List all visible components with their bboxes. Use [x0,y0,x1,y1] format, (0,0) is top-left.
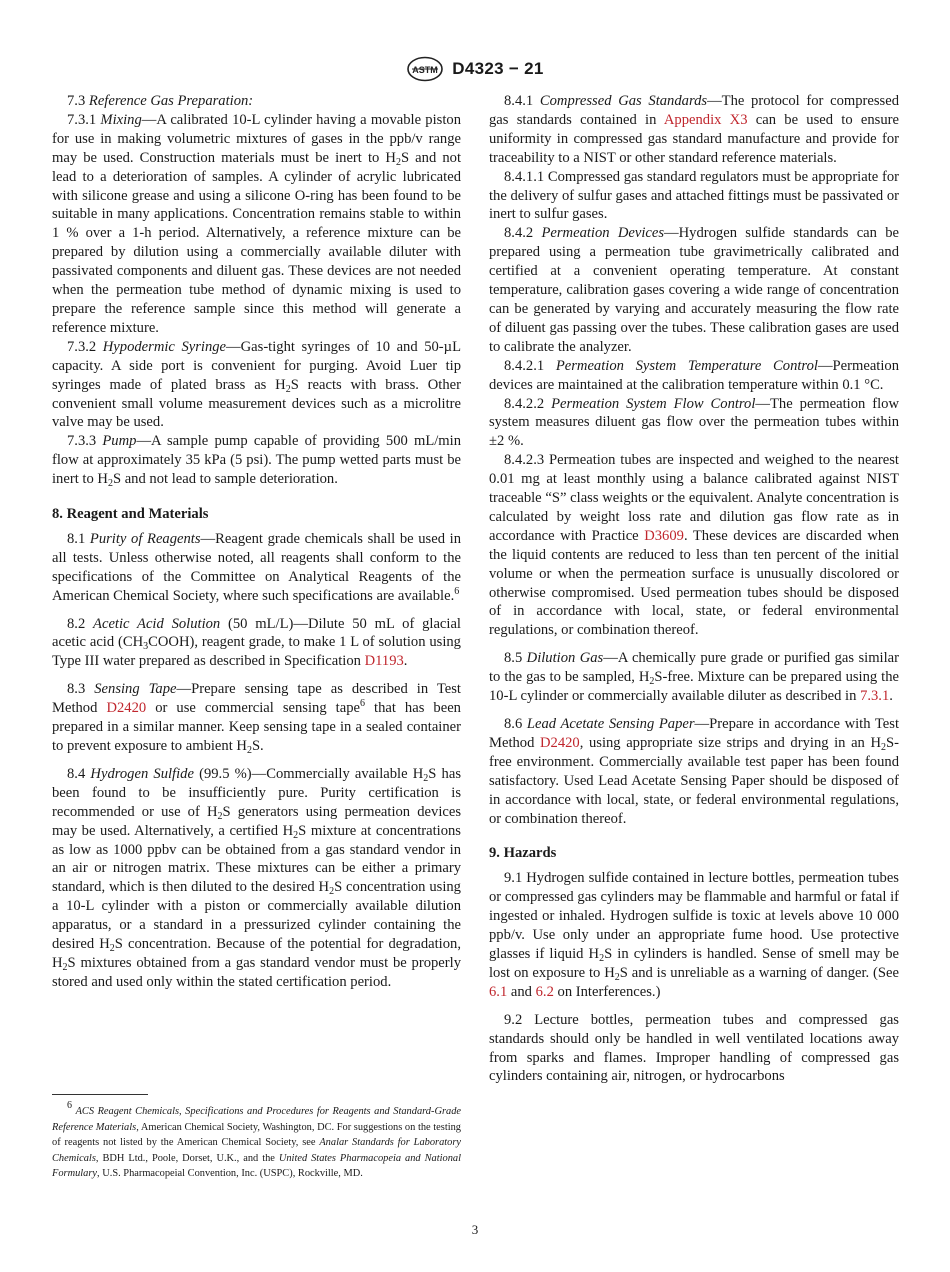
section-7-3-3: 7.3.3 Pump—A sample pump capable of providing 500 mL/min flow at approximately 35 kPa (5 psi). The pump wetted parts must be inert to $H_2S$ and not lead to sample deterioration. [52,433,461,490]
section-8-4-2-2: 8.4.2.2 Permeation System Flow Control—The permeation flow system measures diluent gas flow over the permeation tubes within ±2 %. [489,395,899,450]
section-8-6: 8.6 Lead Acetate Sensing Paper—Prepare in accordance with Test Method D2420, using appropriate size strips and drying in an $H_2S$-free environment. Commercially available test paper has been found satisfactory. Used Lead Acetate Sensing Paper should be disposed of in accordance with local, state, or federal environmental regulations, or combination thereof. [489,716,899,827]
section-7-3-2: 7.3.2 Hypodermic Syringe—Gas-tight syringes of 10 and 50-µL capacity. A side port is convenient for purging. Avoid Luer tip syringes made of plated brass as $H_2S$ reacts with brass. Other convenient small volume measurement devices such as a microlitre valve may be used. [52,338,461,431]
section-7-3-1: 7.3.1 Mixing—A calibrated 10-L cylinder having a movable piston for use in making volumetric mixtures of gases in the ppb/v range may be used. Construction materials must be inert to $H_2S$ and not lead to a deterioration of samples. A cylinder of acrylic lubricated with silicone grease and using a silicone O-ring has been found to be suitable in many applications. Concentration remains stable to within 1 % over a 1-h period. Alternatively, a reference mixture can be prepared by dilution using a commercially available diluter with passivated components and diluent gas. These devices are not needed when the permeation tube method of dynamic mixing is used to prepare the reference sample since this method will generate a reference mixture. [52,111,462,336]
document-id: D4323 − 21 [452,59,544,78]
section-8-1: 8.1 Purity of Reagents—Reagent grade chemicals shall be used in all tests. Unless otherwise noted, all reagents shall conform to the specifications of the Committee on Analytical Reagents of the American Chemical Society, where such specifications are available.$^6$ [52,530,462,604]
section-8-4-2-1: 8.4.2.1 Permeation System Temperature Control—Permeation devices are maintained at the calibration temperature within 0.1 °C. [489,357,899,393]
astm-logo-icon [406,56,444,82]
heading-section-9: 9. Hazards [489,845,557,862]
link-d2420[interactable]: D2420 [540,734,580,751]
section-8-2: 8.2 Acetic Acid Solution (50 mL/L)—Dilute 50 mL of glacial acetic acid $(CH_3COOH)$, reagent grade, to make 1 L of solution using Type III water prepared as described in Specification D1193. [52,615,461,670]
page-header [0,56,950,82]
section-8-4-1: 8.4.1 Compressed Gas Standards—The protocol for compressed gas standards contained in Appendix X3 can be used to ensure uniformity in compressed gas standard manufacture and provide for traceability to a NIST or other standard reference materials. [489,93,899,166]
section-8-4-2-3: 8.4.2.3 Permeation tubes are inspected and weighed to the nearest 0.01 mg at least monthly using a balance calibrated against NIST traceable “S” class weights or the equivalent. Analyte concentration is calculated by weight loss rate and dilution gas flow rate as in accordance with Practice D3609. These devices are discarded when the liquid contents are reduced to less than ten percent of the initial volume or when the permeation surface is unusually discolored or otherwise compromised. Used permeation tubes should be disposed of in accordance with local, state, or federal environmental regulations, or combination thereof. [489,452,899,639]
svg-text:ASTM: ASTM [412,65,439,75]
left-column [52,92,461,992]
link-d1193[interactable]: D1193 [364,653,404,670]
footnote-divider [52,1094,148,1095]
section-8-5: 8.5 Dilution Gas—A chemically pure grade or purified gas similar to the gas to be sampled, $H_2S$-free. Mixture can be prepared using the 10-L cylinder or commercially available diluter as described in 7.3.1. [489,650,899,705]
footnote-ref[interactable]: 6 [454,585,460,597]
section-8-4-1-1: 8.4.1.1 Compressed gas standard regulators must be appropriate for the delivery of sulfur gases and attached fittings must be passivated or inert to sulfur gases. [489,168,899,223]
page-number: 3 [471,1222,479,1237]
link-d2420[interactable]: D2420 [106,700,147,717]
link-7-3-1[interactable]: 7.3.1 [860,688,890,705]
link-d3609[interactable]: D3609 [644,527,684,544]
heading-section-8: 8. Reagent and Materials [52,506,209,523]
link-6-2[interactable]: 6.2 [535,983,554,1000]
right-column [489,92,899,1086]
link-appendix-x3[interactable]: Appendix X3 [663,111,748,128]
section-8-4-2: 8.4.2 Permeation Devices—Hydrogen sulfide standards can be prepared using a permeation tube gravimetrically calibrated and certified at a convenient operating temperature. At constant temperature, calibration gases covering a wide range of concentration can be generated by varying and accurately measuring the flow rate of diluent gas passing over the tubes. These calibration gases are used to calibrate the analyzer. [489,225,900,355]
footnote-6: $^6$ ACS Reagent Chemicals, Specifications and Procedures for Reagents and Standard-Grade Reference Materials, American Chemical Society, Washington, DC. For suggestions on the testing of reagents not listed by the American Chemical Society, see Analar Standards for Laboratory Chemicals, BDH Ltd., Poole, Dorset, U.K., and the United States Pharmacopeia and National Formulary, U.S. Pharmacopeial Convention, Inc. (USPC), Rockville, MD. [52,1100,462,1179]
section-8-3: 8.3 Sensing Tape—Prepare sensing tape as described in Test Method D2420 or use commercial sensing tape$^6$ that has been prepared in a similar manner. Keep sensing tape in a sealed container to prevent exposure to ambient $H_2S$. [52,681,461,756]
footnote-ref[interactable]: 6 [359,698,365,710]
section-9-1: 9.1 Hydrogen sulfide contained in lecture bottles, permeation tubes or compressed gas cylinders may be flammable and harmful or fatal if ingested or inhaled. Hydrogen sulfide is toxic at levels above 10 000 ppb/v. Use only under an appropriate fume hood. Use protective glasses if liquid $H_2S$ in cylinders is handled. Sense of smell may be lost on exposure to $H_2S$ and is unreliable as a warning of danger. (See 6.1 and 6.2 on Interferences.) [489,870,899,1000]
section-7-3: 7.3 Reference Gas Preparation: [67,93,254,109]
section-8-4: 8.4 Hydrogen Sulfide (99.5 %)—Commercially available $H_2S$ has been found to be insufficiently pure. Purity certification is recommended or use of $H_2S$ generators using permeation devices may be used. Alternatively, a certified $H_2S$ mixture at concentrations as low as 1000 ppbv can be obtained from a gas standard vendor in an air or nitrogen matrix. These mixtures can be either a primary standard, which is then diluted to the desired $H_2S$ concentration using a 10-L cylinder with a piston or commercially available dilution apparatus, or a standard in a pressurized cylinder containing the desired $H_2S$ concentration. Because of the potential for degradation, $H_2S$ mixtures obtained from a gas standard vendor must be properly stored and used only within the stated certification period. [52,765,462,990]
link-6-1[interactable]: 6.1 [489,983,508,1000]
section-9-2: 9.2 Lecture bottles, permeation tubes and compressed gas standards should only be handled in well ventilated locations away from sparks and flames. Improper handling of compressed gas cylinders containing air, nitrogen, or hydrocarbons [489,1011,899,1085]
